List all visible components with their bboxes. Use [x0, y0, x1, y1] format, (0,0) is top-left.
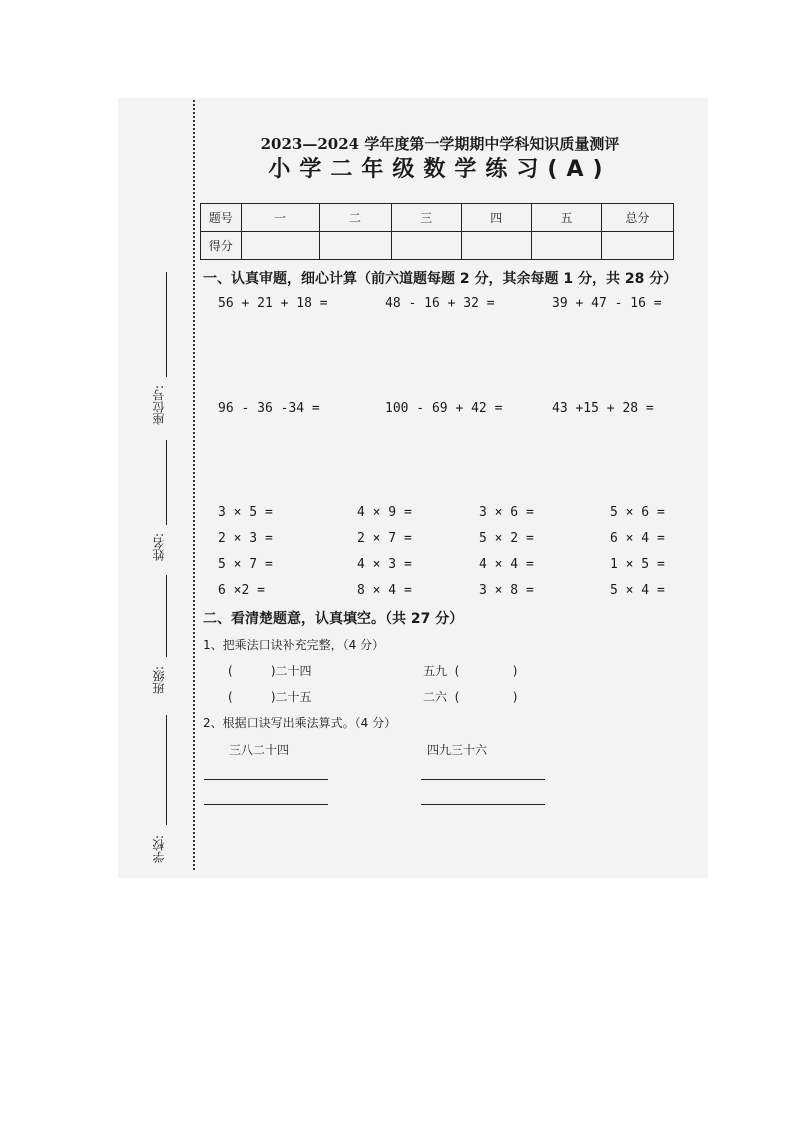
mult-problem: 5 × 6 = — [610, 505, 665, 520]
fill-blank-item[interactable]: 五九 ( ) — [423, 664, 518, 678]
table-cell: 五 — [531, 204, 601, 232]
section2-heading: 二、看清楚题意，认真填空。（共 27 分） — [203, 611, 464, 627]
calc-problem: 56 + 21 + 18 = — [218, 296, 328, 311]
score-input-cell[interactable] — [241, 232, 319, 260]
table-cell: 题号 — [201, 204, 242, 232]
table-cell: 总分 — [601, 204, 673, 232]
table-cell: 得分 — [201, 232, 242, 260]
question-2: 2、根据口诀写出乘法算式。（4 分） — [203, 716, 397, 730]
calc-problem: 100 - 69 + 42 = — [385, 401, 503, 416]
answer-line[interactable] — [421, 804, 545, 805]
mult-problem: 4 × 3 = — [357, 557, 412, 572]
exam-subtitle: 2023—2024 学年度第一学期期中学科知识质量测评 — [260, 135, 620, 153]
mult-problem: 3 × 8 = — [479, 583, 534, 598]
mult-problem: 1 × 5 = — [610, 557, 665, 572]
mult-problem: 5 × 2 = — [479, 531, 534, 546]
multiplication-rhyme: 三八二十四 — [229, 743, 290, 757]
mult-problem: 6 ×2 = — [218, 583, 265, 598]
class-line — [166, 575, 167, 657]
school-label: 学校: — [152, 835, 166, 864]
score-input-cell[interactable] — [531, 232, 601, 260]
score-input-cell[interactable] — [601, 232, 673, 260]
score-input-cell[interactable] — [461, 232, 531, 260]
calc-problem: 43 +15 + 28 = — [552, 401, 654, 416]
binding-dotted-line — [193, 100, 195, 870]
mult-problem: 5 × 7 = — [218, 557, 273, 572]
answer-line[interactable] — [421, 779, 545, 780]
mult-problem: 6 × 4 = — [610, 531, 665, 546]
class-label: 班级: — [152, 666, 166, 695]
multiplication-rhyme: 四九三十六 — [427, 743, 488, 757]
table-cell: 四 — [461, 204, 531, 232]
name-line — [166, 440, 167, 525]
calc-problem: 96 - 36 -34 = — [218, 401, 320, 416]
mult-problem: 5 × 4 = — [610, 583, 665, 598]
seat-label: 座位号: — [152, 385, 166, 426]
fill-blank-item[interactable]: ( )二十五 — [228, 690, 312, 704]
mult-problem: 2 × 3 = — [218, 531, 273, 546]
mult-problem: 3 × 5 = — [218, 505, 273, 520]
calc-problem: 48 - 16 + 32 = — [385, 296, 495, 311]
mult-problem: 3 × 6 = — [479, 505, 534, 520]
table-cell: 三 — [391, 204, 461, 232]
fill-blank-item[interactable]: ( )二十四 — [228, 664, 312, 678]
answer-line[interactable] — [204, 779, 328, 780]
score-table-header-row — [201, 204, 674, 232]
mult-problem: 2 × 7 = — [357, 531, 412, 546]
score-input-cell[interactable] — [319, 232, 391, 260]
name-label: 姓名: — [152, 533, 166, 562]
score-input-cell[interactable] — [391, 232, 461, 260]
mult-problem: 4 × 4 = — [479, 557, 534, 572]
mult-problem: 8 × 4 = — [357, 583, 412, 598]
seat-line — [166, 272, 167, 377]
exam-title: 小学二年级数学练习(A) — [268, 157, 612, 182]
question-1: 1、把乘法口诀补充完整，（4 分） — [203, 638, 385, 652]
section1-heading: 一、认真审题，细心计算（前六道题每题 2 分，其余每题 1 分，共 28 分） — [203, 271, 678, 287]
school-line — [166, 715, 167, 825]
fill-blank-item[interactable]: 二六 ( ) — [423, 690, 518, 704]
calc-problem: 39 + 47 - 16 = — [552, 296, 662, 311]
mult-problem: 4 × 9 = — [357, 505, 412, 520]
table-cell: 一 — [241, 204, 319, 232]
score-table-score-row — [201, 232, 674, 260]
answer-line[interactable] — [204, 804, 328, 805]
score-table — [200, 203, 674, 260]
table-cell: 二 — [319, 204, 391, 232]
